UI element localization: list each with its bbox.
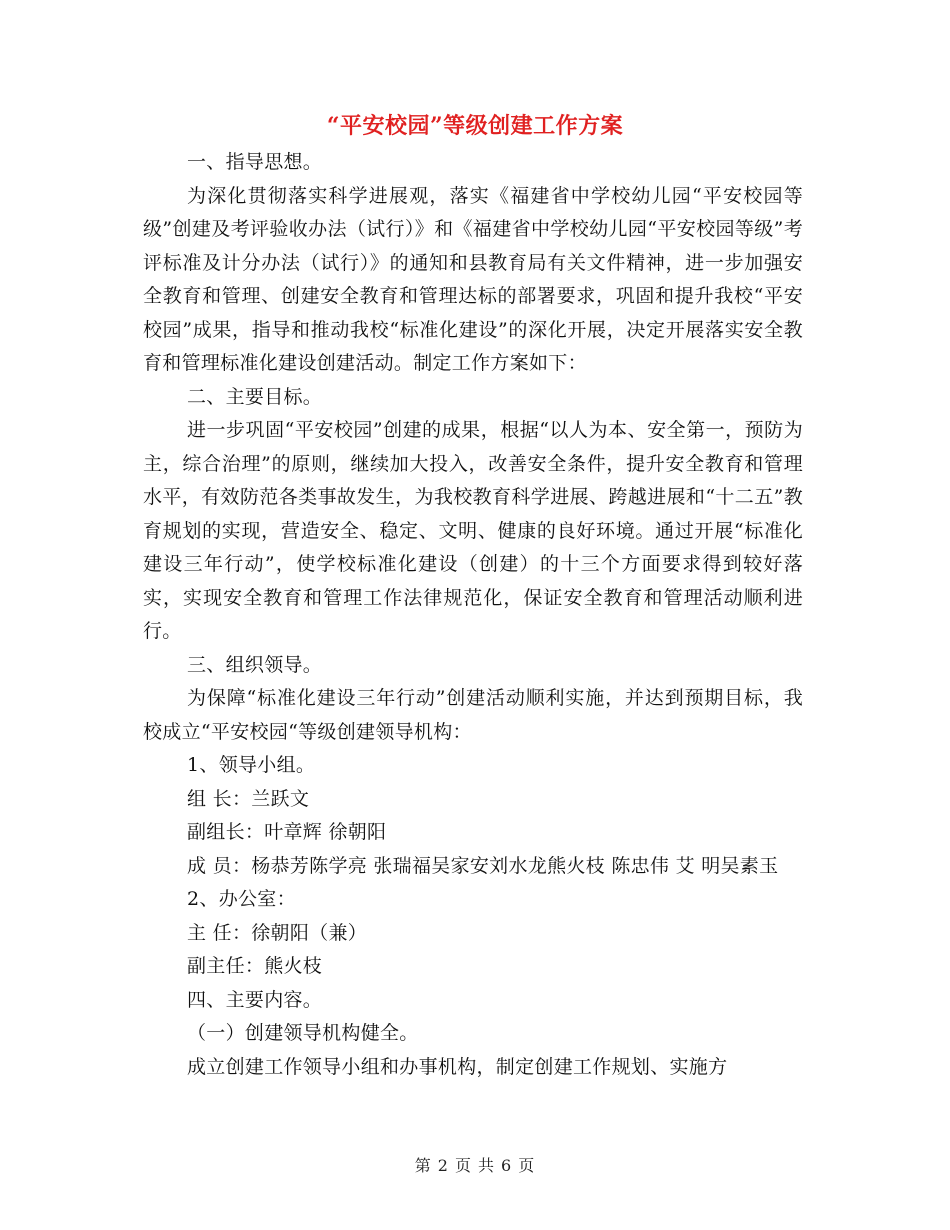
line-office-deputy-director: 副主任：熊火枝 (187, 955, 323, 977)
footer-prefix: 第 (414, 1156, 432, 1175)
footer-total-pages: 6 (501, 1156, 513, 1175)
subheading-leading-group: 1、领导小组。 (187, 754, 316, 776)
section-heading-organization: 三、组织领导。 (187, 653, 323, 676)
line-members: 成 员：杨恭芳陈学亮 张瑞福吴家安刘水龙熊火枝 陈忠伟 艾 明吴素玉 (187, 854, 779, 877)
section-heading-guiding-thought: 一、指导思想。 (187, 151, 323, 173)
paragraph-organization: 为保障“标准化建设三年行动”创建活动顺利实施，并达到预期目标，我校成立“平安校园“等级创建领导机构： (143, 687, 803, 743)
document-title: “平安校园”等级创建工作方案 (326, 113, 624, 139)
line-office-director: 主 任：徐朝阳（兼） (187, 921, 368, 944)
footer-suffix: 页 (518, 1156, 536, 1175)
paragraph-guiding-thought: 为深化贯彻落实科学进展观，落实《福建省中学校幼儿园“平安校园等级”创建及考评验收办法（试行）》和《福建省中学校幼儿园“平安校园等级”考评标准及计分办法（试行）》的通知和县教育局有关文件精神，进一步加强安全教育和管理、创建安全教育和管理达标的部署要求，巩固和提升我校“平安校园”成果，指导和推动我校“标准化建设”的深化开展，决定开展落实安全教育和管理标准化建设创建活动。制定工作方案如下： (143, 184, 803, 374)
section-heading-main-content: 四、主要内容。 (187, 988, 323, 1011)
subheading-office: 2、办公室： (187, 888, 296, 910)
footer-current-page: 2 (437, 1156, 449, 1175)
footer-total-word: 共 (478, 1156, 496, 1175)
line-group-leader: 组 长：兰跃文 (187, 787, 310, 810)
page-footer (0, 1154, 950, 1178)
paragraph-leadership-structure: 成立创建工作领导小组和办事机构，制定创建工作规划、实施方 (187, 1055, 728, 1078)
section-heading-main-goals: 二、主要目标。 (187, 385, 323, 408)
document-body (143, 146, 803, 1084)
subheading-leadership-structure: （一）创建领导机构健全。 (187, 1022, 419, 1044)
paragraph-main-goals: 进一步巩固“平安校园”创建的成果，根据“以人为本、安全第一，预防为主，综合治理”的原则，继续加大投入，改善安全条件，提升安全教育和管理水平，有效防范各类事故发生，为我校教育科学进展、跨越进展和“十二五”教育规划的实现，营造安全、稳定、文明、健康的良好环境。通过开展“标准化建设三年行动”，使学校标准化建设（创建）的十三个方面要求得到较好落实，实现安全教育和管理工作法律规范化，保证安全教育和管理活动顺利进行。 (143, 419, 803, 642)
line-deputy-leaders: 副组长：叶章辉 徐朝阳 (187, 821, 387, 843)
footer-page-word: 页 (454, 1156, 472, 1175)
